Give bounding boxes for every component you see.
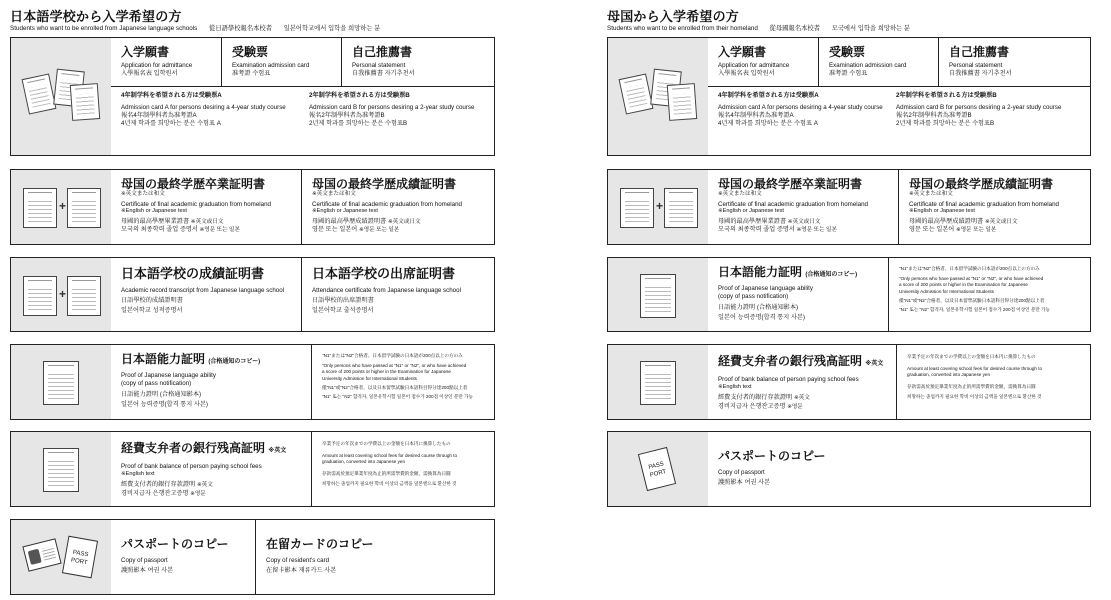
card-thumbnail <box>608 258 708 331</box>
card-title: 2年制学科を希望される方は受験票B <box>896 92 997 99</box>
admission-card-a-info <box>111 86 301 155</box>
document-icon <box>22 73 57 114</box>
item-en: Certificate of final academic graduation from homeland <box>718 200 868 208</box>
subtitle-ko: 모국에서 입학을 희망하는 분 <box>831 25 910 32</box>
note-line: University Admission for International Students <box>322 375 417 381</box>
item-transcript <box>301 170 494 244</box>
item-en: Academic record transcript from Japanese language school <box>121 287 285 294</box>
note-line: "N1" 또는 "N2" 합격자, 일본유학시험 일본어 점수가 200점 이상인 분만 가능 <box>322 393 473 399</box>
item-en: Proof of bank balance of person paying school fees <box>121 463 262 470</box>
item-ko-note: ※영문 또는 일본 <box>956 227 997 233</box>
item-en: Copy of resident's card <box>266 557 330 564</box>
item-passport-copy <box>111 520 251 594</box>
item-cjk: 自我推薦書 자기추천서 <box>352 69 415 77</box>
section-title: 日本語学校から入学希望の方 <box>10 9 182 24</box>
note-line: "Only persons who have passed at "N1" or "N2", or who have achieved <box>899 275 1044 281</box>
admission-card-b-info <box>301 86 494 155</box>
item-note: ※英文または和文 <box>121 191 165 197</box>
card-en: Admission card B for persons desiring a 2-year study course <box>896 104 1062 111</box>
item-zh: 日語能力證明 (合格通知影本) <box>121 391 202 398</box>
item-en: Personal statement <box>949 62 1003 69</box>
item-ko: 일본어 능력증명(합격 통지 사본) <box>718 314 805 321</box>
section-subtitle <box>607 23 920 32</box>
note-line: 卒業予定の年次までの学費以上の金額を日本円に換算したもの <box>322 441 451 446</box>
item-title: 受験票 <box>232 45 269 59</box>
card-zh: 報名2年制學科者為准考證B <box>309 112 385 119</box>
card-thumbnail <box>11 432 111 506</box>
item-title: 母国の最終学歴卒業証明書 <box>121 177 266 191</box>
bank-requirements-note <box>311 432 494 506</box>
graduation-certificate-card <box>607 169 1091 245</box>
item-title: 日本語学校の成績証明書 <box>121 266 265 281</box>
passport-card <box>607 431 1091 507</box>
document-icon <box>67 276 101 316</box>
bank-balance-card <box>607 344 1091 420</box>
item-zh: 日語學校的出席證明書 <box>312 296 374 304</box>
note-line: 卒業予定の年次までの学費以上の金額を日本円に換算したもの <box>907 354 1036 359</box>
note-line: a score of 200 points or higher in the Examination for Japanese <box>322 369 451 375</box>
item-en: Copy of passport <box>718 469 765 476</box>
item-zh: 日語能力證明 (合格通知影本) <box>718 304 799 311</box>
document-icon <box>23 188 57 228</box>
note-line: "N1" 또는 "N2" 합격자, 일본유학시험 일본어 점수가 200점 이상인 분만 가능 <box>899 306 1050 312</box>
item-bank-balance <box>111 432 311 506</box>
item-zh: 母國的最高學歷畢業證書 <box>121 217 190 225</box>
item-passport-copy <box>708 432 1090 506</box>
document-icon <box>619 73 654 114</box>
item-application-form <box>111 38 221 86</box>
item-title: 経費支弁者の銀行残高証明 <box>121 441 266 455</box>
item-ko: 영문 또는 일본어 <box>909 226 955 233</box>
note-line: 僅"N1"或"N2"合格者，以及日本留學試驗日本語科目得分達200點以上者 <box>899 298 1045 304</box>
item-title: 受験票 <box>829 45 866 59</box>
item-graduation-certificate <box>708 170 898 244</box>
item-ko: 모국의 최종학력 졸업 증명서 <box>718 226 795 233</box>
item-en: Certificate of final academic graduation from homeland <box>312 200 462 208</box>
item-title: 日本語学校の出席証明書 <box>312 266 456 281</box>
item-title-note: (合格通知のコピー) <box>208 359 261 365</box>
item-en: Proof of Japanese language ability <box>718 285 813 292</box>
card-title: 4年制学科を希望される方は受験票A <box>718 92 819 99</box>
subtitle-zh: 從母國報名本校者 <box>769 25 820 32</box>
item-zh-note: ※英文或日文 <box>984 218 1018 225</box>
document-icon <box>70 83 100 121</box>
card-ko: 4년제 학과를 희망하는 분은 수험표 A <box>718 120 818 127</box>
application-card <box>10 37 495 156</box>
item-admission-card <box>221 38 341 86</box>
document-icon <box>620 188 654 228</box>
item-en-note: ※English or Japanese text <box>312 208 378 214</box>
item-en: Application for admittance <box>718 62 790 69</box>
note-line: 僅"N1"或"N2"合格者，以及日本留學試驗日本語科目得分達200點以上者 <box>322 385 468 391</box>
card-thumbnail <box>11 258 111 331</box>
note-line: Amount at least covering school fees for desired course through to <box>907 365 1043 371</box>
item-title: 経費支弁者の銀行残高証明 <box>718 354 863 368</box>
item-en: Examination admission card <box>232 62 310 69</box>
card-thumbnail <box>608 170 708 244</box>
item-ko: 경비지급자 은행잔고증명 <box>121 489 189 497</box>
item-graduation-certificate <box>111 170 301 244</box>
document-icon <box>667 83 697 121</box>
school-certificates-card <box>10 257 495 332</box>
passport-icon: PASS PORT <box>638 447 676 491</box>
card-zh: 報名4年制學科者為准考證A <box>121 112 197 119</box>
item-ko: 영문 또는 일본어 <box>312 226 358 233</box>
plus-icon: + <box>59 199 67 213</box>
japanese-ability-card <box>607 257 1091 332</box>
id-card-icon <box>22 538 61 571</box>
item-title: 母国の最終学歴成績証明書 <box>909 177 1054 191</box>
item-en: Proof of Japanese language ability <box>121 372 216 379</box>
item-ko-note: ※영문 <box>190 490 206 497</box>
item-en-sub: (copy of pass notification) <box>121 379 192 387</box>
item-personal-statement <box>938 38 1090 86</box>
jlpt-requirements-note <box>888 258 1090 331</box>
passport-card <box>10 519 495 595</box>
card-ko: 4년제 학과를 희망하는 분은 수험표 A <box>121 120 221 127</box>
item-title-note: ※英文 <box>865 361 884 367</box>
card-en: Admission card B for persons desiring a 2-year study course <box>309 104 475 111</box>
document-icon <box>23 276 57 316</box>
item-en-note: ※English or Japanese text <box>718 208 784 214</box>
card-zh: 報名2年制學科者為准考證B <box>896 112 972 119</box>
item-jlpt <box>708 258 888 331</box>
jlpt-requirements-note <box>311 345 494 419</box>
japanese-ability-card <box>10 344 495 420</box>
subtitle-en: Students who want to be enrolled from their homeland <box>607 25 758 32</box>
item-title-note: ※英文 <box>268 448 287 454</box>
note-line: graduation, converted into Japanese yen <box>907 372 991 378</box>
item-title: パスポートのコピー <box>121 537 229 551</box>
item-title: 母国の最終学歴卒業証明書 <box>718 177 863 191</box>
item-cjk: 入學報名表 입학원서 <box>121 69 178 77</box>
item-en-note: ※English text <box>121 470 155 477</box>
item-title: パスポートのコピー <box>718 449 826 463</box>
card-thumbnail <box>11 38 111 155</box>
item-en-note: ※English or Japanese text <box>121 208 187 214</box>
item-en: Certificate of final academic graduation from homeland <box>121 200 271 208</box>
item-ko: 경비지급자 은행잔고증명 <box>718 402 786 410</box>
card-title: 4年制学科を希望される方は受験票A <box>121 92 222 99</box>
item-title: 在留カードのコピー <box>266 537 374 551</box>
subtitle-en: Students who want to be enrolled from Japanese language schools <box>10 25 198 32</box>
item-jlpt <box>111 345 311 419</box>
item-zh-note: ※英文或日文 <box>387 218 421 225</box>
note-line: 희망하는 졸업까지 필요한 학비 이상의 금액을 일본엔으로 환산한 것 <box>907 394 1042 400</box>
item-en: Application for admittance <box>121 62 193 69</box>
card-zh: 報名4年制學科者為准考證A <box>718 112 794 119</box>
item-en-sub: (copy of pass notification) <box>718 292 789 300</box>
card-thumbnail <box>608 345 708 419</box>
item-ko: 모국의 최종학력 졸업 증명서 <box>121 226 198 233</box>
item-title: 自己推薦書 <box>949 45 1010 59</box>
note-line: "Only persons who have passed at "N1" or "N2", or who have achieved <box>322 362 467 368</box>
item-en: Certificate of final academic graduation from homeland <box>909 200 1059 208</box>
item-title: 入学願書 <box>718 45 767 59</box>
note-line: 存款需高於預定畢業年度為止的所需學費的金額，需換算為日圓 <box>907 383 1036 389</box>
card-thumbnail <box>11 520 111 594</box>
plus-icon: + <box>656 199 664 213</box>
note-line: 存款需高於預定畢業年度為止的所需學費的金額，需換算為日圓 <box>322 470 451 476</box>
note-line: 희망하는 졸업까지 필요한 학비 이상의 금액을 일본엔으로 환산한 것 <box>322 481 457 487</box>
note-line: a score of 200 points or higher in the Examination for Japanese <box>899 282 1028 288</box>
document-icon <box>640 361 676 405</box>
card-ko: 2년제 학과를 희망하는 분은 수험표B <box>309 120 408 127</box>
item-zh: 母國的最高學歷成績證明書 <box>312 217 387 225</box>
section-subtitle <box>10 23 390 32</box>
document-icon <box>664 188 698 228</box>
item-zh: 日語學校的成績證明書 <box>121 296 183 304</box>
item-ko-note: ※영문 또는 일본 <box>796 227 837 233</box>
card-thumbnail <box>11 345 111 419</box>
plus-icon: + <box>59 287 67 301</box>
admission-card-a-info <box>708 86 890 155</box>
item-zh-note: ※英文 <box>196 482 213 488</box>
document-icon <box>43 448 79 492</box>
item-note: ※英文または和文 <box>718 191 762 197</box>
card-thumbnail <box>608 432 708 506</box>
card-thumbnail <box>11 170 111 244</box>
item-ko: 일본어학교 성적증명서 <box>121 306 183 314</box>
item-zh-note: ※英文或日文 <box>190 218 224 225</box>
item-en-note: ※English text <box>718 383 752 390</box>
item-note: ※英文または和文 <box>909 191 953 197</box>
item-zh-note: ※英文或日文 <box>787 218 821 225</box>
item-cjk: 准考證 수험표 <box>232 69 271 77</box>
item-ko-note: ※영문 또는 일본 <box>199 227 240 233</box>
item-personal-statement <box>341 38 494 86</box>
section-title: 母国から入学希望の方 <box>607 9 740 24</box>
note-line: University Admission for International Students <box>899 288 994 294</box>
item-cjk: 入學報名表 입학원서 <box>718 69 775 77</box>
item-cjk: 在留卡影本 재류카드 사본 <box>266 566 337 574</box>
item-cjk: 自我推薦書 자기추천서 <box>949 69 1012 77</box>
item-title-note: (合格通知のコピー) <box>805 272 858 278</box>
subtitle-zh: 從日語學校報名本校者 <box>209 25 272 32</box>
item-title: 母国の最終学歴成績証明書 <box>312 177 457 191</box>
card-thumbnail <box>608 38 708 155</box>
item-title: 日本語能力証明 <box>718 265 803 279</box>
document-icon <box>640 274 676 318</box>
item-title: 自己推薦書 <box>352 45 413 59</box>
item-attendance-certificate <box>301 258 494 331</box>
item-ko: 일본어학교 출석증명서 <box>312 306 374 314</box>
subtitle-ko: 일본어학교에서 입학을 희망하는 분 <box>283 25 381 32</box>
document-icon <box>43 361 79 405</box>
item-cjk: 護照影本 여권 사본 <box>718 478 771 486</box>
item-cjk: 准考證 수험표 <box>829 69 868 77</box>
passport-icon: PASS PORT <box>62 536 98 579</box>
bank-requirements-note <box>896 345 1090 419</box>
item-ko-note: ※영문 <box>787 403 803 410</box>
card-ko: 2년제 학과를 희망하는 분은 수험표B <box>896 120 995 127</box>
admission-card-b-info <box>890 86 1090 155</box>
item-en: Copy of passport <box>121 557 168 564</box>
card-title: 2年制学科を希望される方は受験票B <box>309 92 410 99</box>
note-line: "N1"または"N2"合格者、日本留学試験の日本語が200点以上の方のみ <box>899 266 1040 271</box>
item-en: Examination admission card <box>829 62 907 69</box>
item-en: Attendance certificate from Japanese language school <box>312 287 461 294</box>
item-note: ※英文または和文 <box>312 191 356 197</box>
bank-balance-card <box>10 431 495 507</box>
item-zh: 經費支付者的銀行存款證明 <box>121 481 196 488</box>
application-card <box>607 37 1091 156</box>
item-residence-card-copy <box>255 520 494 594</box>
item-ko: 일본어 능력증명(합격 통지 사본) <box>121 401 208 408</box>
item-zh: 母國的最高學歷成績證明書 <box>909 217 984 225</box>
item-en: Proof of bank balance of person paying school fees <box>718 376 859 383</box>
item-zh: 經費支付者的銀行存款證明 <box>718 394 793 401</box>
item-academic-transcript <box>111 258 301 331</box>
graduation-certificate-card <box>10 169 495 245</box>
item-transcript <box>898 170 1090 244</box>
note-line: "N1"または"N2"合格者、日本留学試験の日本語が200点以上の方のみ <box>322 353 463 358</box>
item-cjk: 護照影本 여권 사본 <box>121 566 174 574</box>
item-ko-note: ※영문 또는 일본 <box>359 227 400 233</box>
document-icon <box>67 188 101 228</box>
note-line: Amount at least covering school fees for desired course through to <box>322 452 458 458</box>
item-title: 入学願書 <box>121 45 170 59</box>
item-admission-card <box>818 38 938 86</box>
card-en: Admission card A for persons desiring a 4-year study course <box>121 104 286 111</box>
item-bank-balance <box>708 345 896 419</box>
item-en: Personal statement <box>352 62 406 69</box>
item-zh: 母國的最高學歷畢業證書 <box>718 217 787 225</box>
item-title: 日本語能力証明 <box>121 352 206 366</box>
item-application-form <box>708 38 818 86</box>
item-en-note: ※English or Japanese text <box>909 208 975 214</box>
note-line: graduation, converted into Japanese yen <box>322 459 406 465</box>
card-en: Admission card A for persons desiring a 4-year study course <box>718 104 883 111</box>
item-zh-note: ※英文 <box>793 395 810 401</box>
